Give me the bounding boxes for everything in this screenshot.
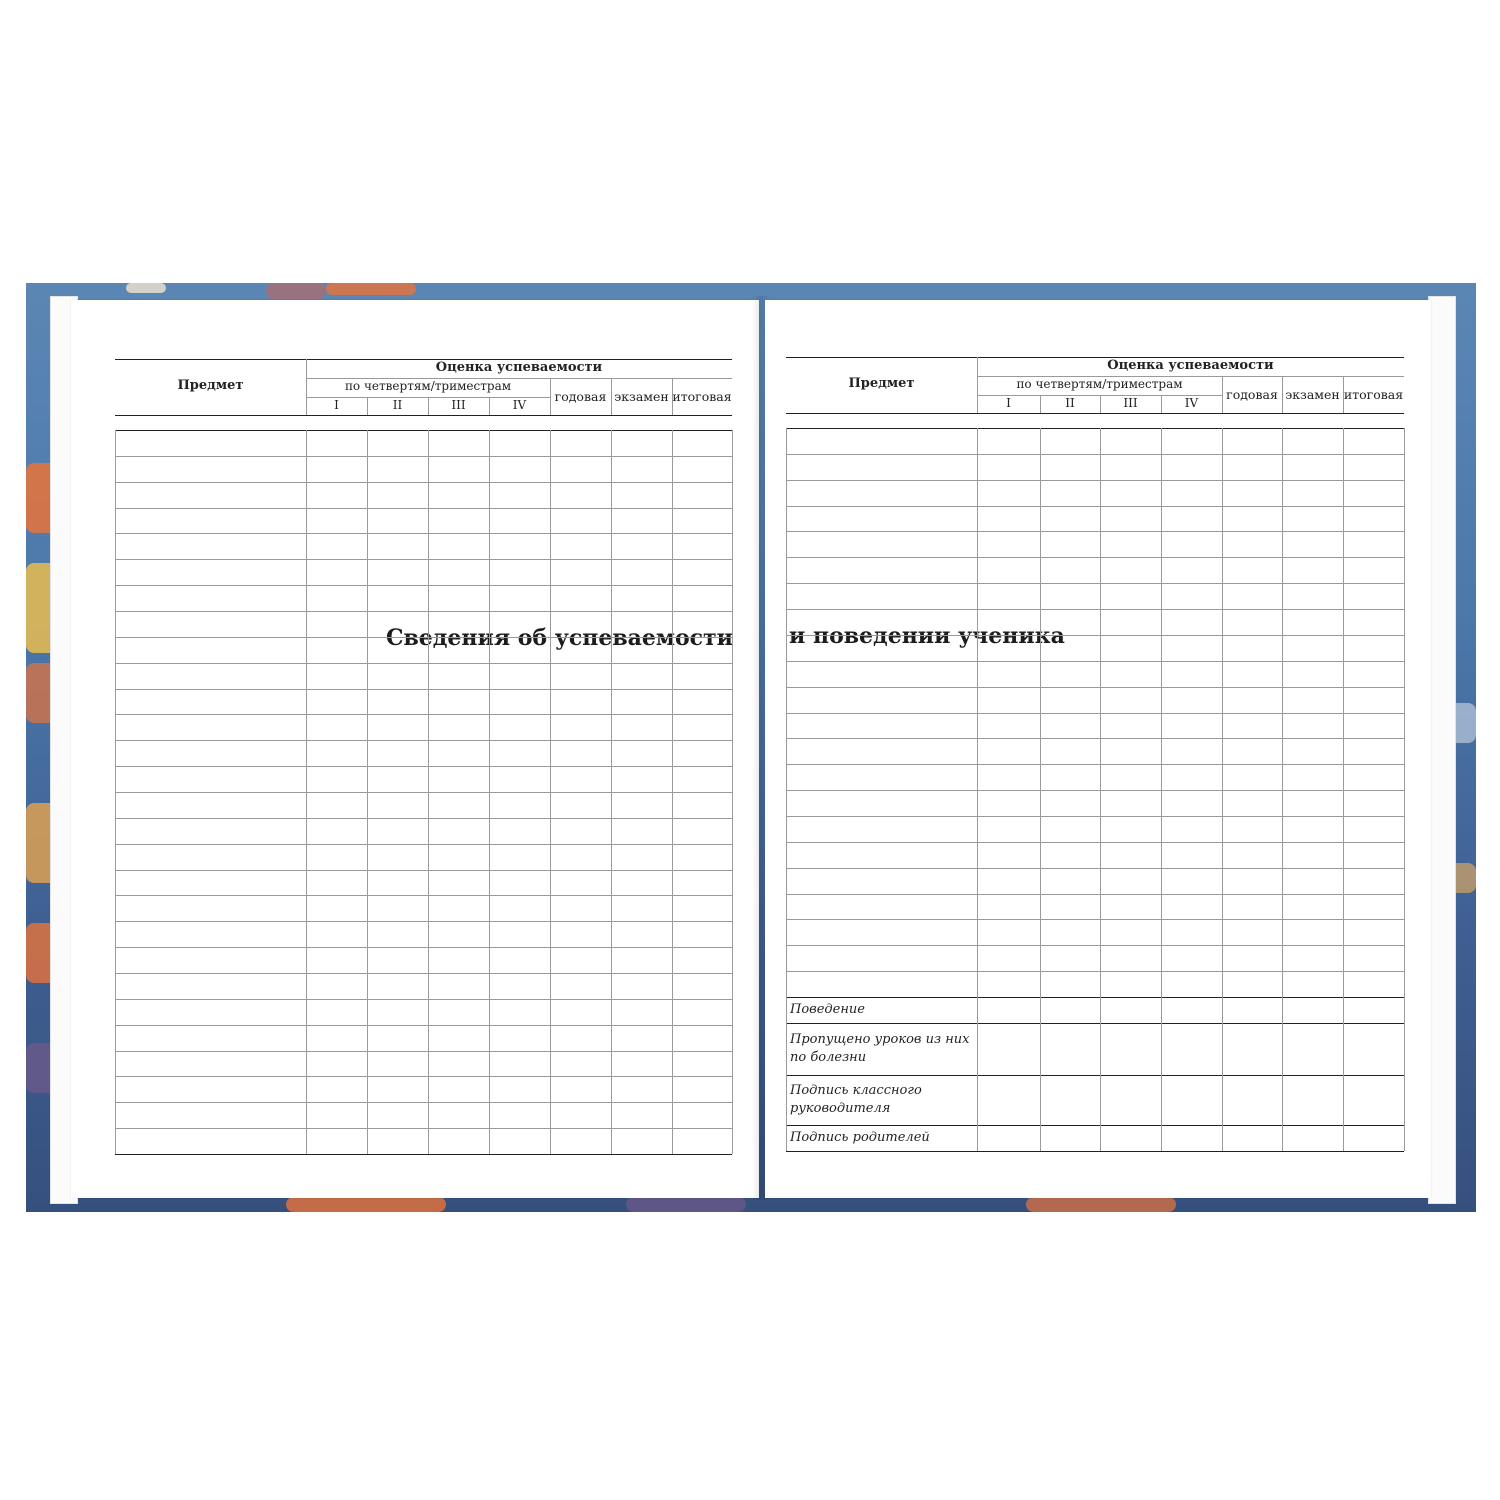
grade-header: Оценка успеваемости — [435, 360, 603, 375]
table-row — [115, 637, 732, 638]
table-row — [115, 740, 732, 741]
table-row — [115, 766, 732, 767]
table-row — [786, 945, 1404, 946]
table-row — [786, 816, 1404, 817]
terms-header: по четвертям/триместрам — [344, 379, 512, 393]
table-row — [786, 635, 1404, 636]
term-header: IV — [1184, 396, 1199, 410]
footer-row — [786, 1023, 1404, 1024]
footer-row — [786, 1125, 1404, 1126]
term-header: III — [451, 398, 466, 412]
final-header: итоговая — [1343, 386, 1404, 402]
page-stack-right — [1428, 296, 1456, 1204]
final-header: итоговая — [672, 388, 732, 404]
table-row — [115, 585, 732, 586]
grade-header: Оценка успеваемости — [1107, 358, 1274, 373]
table-row — [115, 947, 732, 948]
table-row — [786, 687, 1404, 688]
table-row — [786, 868, 1404, 869]
table-row — [786, 738, 1404, 739]
cover-paint-streak — [326, 283, 416, 295]
table-row — [115, 895, 732, 896]
table-col-divider — [1282, 428, 1283, 1151]
table-row — [115, 689, 732, 690]
body-bottom-border — [786, 997, 1404, 998]
table-row — [786, 609, 1404, 610]
table-col-divider — [977, 428, 978, 1151]
table-border — [786, 428, 787, 1151]
footer-row — [786, 1151, 1404, 1152]
exam-header: экзамен — [614, 388, 669, 404]
table-row — [786, 506, 1404, 507]
table-col-divider — [306, 430, 307, 1154]
footer-row — [786, 1075, 1404, 1076]
table-col-divider — [1100, 428, 1101, 1151]
term-header: II — [392, 398, 403, 412]
subject-header: Предмет — [848, 376, 915, 391]
table-row — [786, 713, 1404, 714]
table-col-divider — [1343, 428, 1344, 1151]
table-row — [115, 1051, 732, 1052]
table-row — [115, 792, 732, 793]
annual-header: годовая — [554, 388, 607, 404]
footer-row-label: Подпись родителей — [790, 1130, 930, 1145]
table-border — [115, 430, 116, 1154]
table-col-divider — [1161, 428, 1162, 1151]
table-row — [786, 842, 1404, 843]
grade-table-right — [765, 300, 1431, 1198]
term-header: II — [1065, 396, 1075, 410]
table-row — [115, 1102, 732, 1103]
table-border — [1404, 428, 1405, 1151]
body-top-border — [786, 428, 1404, 429]
header-bottom-border — [115, 415, 732, 416]
table-row — [115, 1025, 732, 1026]
term-header: IV — [512, 398, 527, 412]
table-row — [115, 482, 732, 483]
terms-header: по четвертям/триместрам — [1016, 377, 1183, 391]
table-col-divider — [672, 430, 673, 1154]
body-top-border — [115, 430, 732, 431]
table-row — [115, 999, 732, 1000]
table-row — [786, 661, 1404, 662]
footer-row-label: Пропущено уроков из них по болезни — [790, 1032, 970, 1065]
annual-header: годовая — [1226, 386, 1278, 402]
table-row — [115, 533, 732, 534]
table-row — [115, 973, 732, 974]
table-col-divider — [428, 430, 429, 1154]
table-row — [115, 818, 732, 819]
header-bottom-border — [786, 413, 1404, 414]
grade-table-left — [71, 300, 759, 1198]
term-header: III — [1123, 396, 1138, 410]
term-header: I — [1006, 396, 1011, 410]
table-row — [115, 663, 732, 664]
table-row — [115, 456, 732, 457]
footer-row-label: Поведение — [790, 1002, 865, 1017]
exam-header: экзамен — [1285, 386, 1340, 402]
table-row — [786, 971, 1404, 972]
cover-paint-streak — [126, 283, 166, 293]
table-row — [786, 583, 1404, 584]
right-page — [765, 300, 1431, 1198]
table-row — [115, 870, 732, 871]
table-row — [786, 894, 1404, 895]
table-row — [115, 508, 732, 509]
table-col-divider — [1222, 428, 1223, 1151]
table-col-divider — [550, 430, 551, 1154]
cover-paint-streak — [1026, 1197, 1176, 1212]
table-row — [115, 844, 732, 845]
table-row — [786, 531, 1404, 532]
cover-paint-streak — [266, 283, 326, 299]
table-row — [786, 919, 1404, 920]
footer-row-label: Подпись классного руководителя — [790, 1083, 922, 1116]
body-bottom-border — [115, 1154, 732, 1155]
table-row — [115, 559, 732, 560]
table-col-divider — [367, 430, 368, 1154]
table-row — [115, 1076, 732, 1077]
table-row — [115, 611, 732, 612]
left-page — [71, 300, 759, 1198]
term-header: I — [334, 398, 339, 412]
page-title-right: и поведении ученика — [789, 623, 1065, 649]
table-col-divider — [489, 430, 490, 1154]
table-col-divider — [1040, 428, 1041, 1151]
table-row — [115, 714, 732, 715]
table-row — [786, 790, 1404, 791]
table-col-divider — [611, 430, 612, 1154]
subject-header: Предмет — [177, 378, 244, 393]
table-row — [786, 480, 1404, 481]
table-row — [115, 921, 732, 922]
cover-paint-streak — [626, 1197, 746, 1212]
cover-paint-streak — [286, 1197, 446, 1212]
table-row — [115, 1128, 732, 1129]
table-border — [732, 430, 733, 1154]
table-row — [786, 454, 1404, 455]
table-row — [786, 764, 1404, 765]
table-row — [786, 557, 1404, 558]
page-title-left: Сведения об успеваемости — [385, 625, 733, 651]
